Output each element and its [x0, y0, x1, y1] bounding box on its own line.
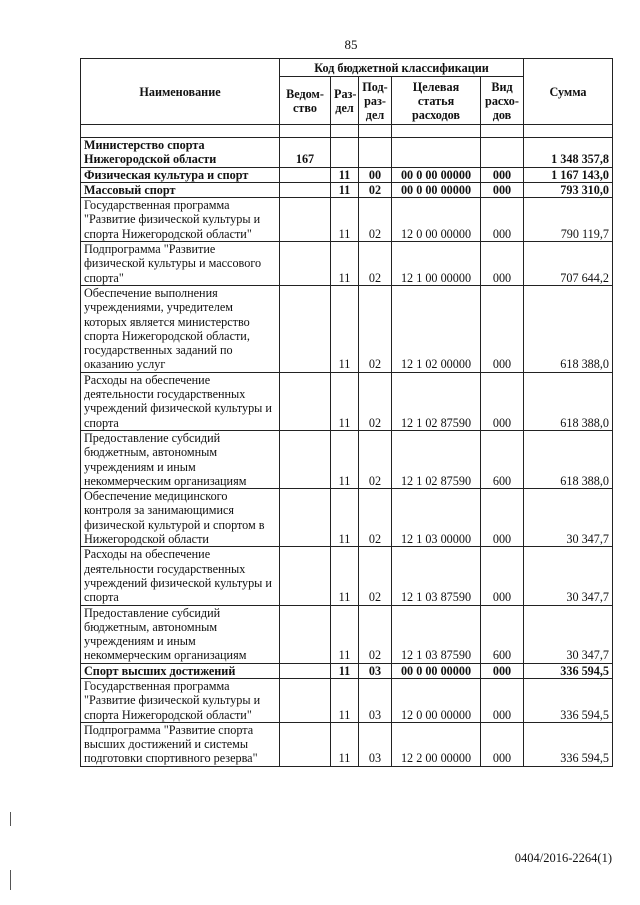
cell-target: 12 1 03 87590: [392, 547, 481, 605]
cell-sum: 1 167 143,0: [524, 167, 613, 182]
cell-vedomstvo: [280, 167, 331, 182]
cell-target: 12 0 00 00000: [392, 198, 481, 242]
cell-podrazdel: [359, 138, 392, 168]
table-row: [81, 547, 613, 605]
cell-vedomstvo: [280, 722, 331, 766]
margin-mark: [10, 812, 11, 826]
table-row: [81, 489, 613, 547]
cell-vedomstvo: [280, 242, 331, 286]
cell-target: 12 0 00 00000: [392, 678, 481, 722]
cell-vid: 000: [481, 167, 524, 182]
cell-vedomstvo: [280, 198, 331, 242]
cell-name: Обеспечение медицинского контроля за занимающимися физической культурой и спортом в Нижегородской области: [81, 489, 280, 547]
table-row: [81, 372, 613, 430]
table-row: [81, 678, 613, 722]
page-number: 85: [344, 37, 358, 52]
cell-target: 00 0 00 00000: [392, 182, 481, 197]
cell-sum: 336 594,5: [524, 663, 613, 678]
table-row: [81, 605, 613, 663]
cell-vid: 000: [481, 182, 524, 197]
cell-name: Расходы на обеспечение деятельности государственных учреждений физической культуры и спорта: [81, 547, 280, 605]
cell-vid: 000: [481, 663, 524, 678]
cell-sum: 707 644,2: [524, 242, 613, 286]
cell-razdel: 11: [331, 182, 359, 197]
cell-razdel: 11: [331, 167, 359, 182]
header-sum: Сумма: [524, 59, 613, 125]
table-row: [81, 167, 613, 182]
header-vid: Вид расхо-дов: [481, 77, 524, 125]
cell-podrazdel: 02: [359, 372, 392, 430]
table-row: [81, 138, 613, 168]
cell-name: Физическая культура и спорт: [81, 167, 280, 182]
cell-vedomstvo: [280, 489, 331, 547]
cell-target: 12 2 00 00000: [392, 722, 481, 766]
cell-podrazdel: 03: [359, 722, 392, 766]
cell-sum: 30 347,7: [524, 489, 613, 547]
cell-sum: 618 388,0: [524, 372, 613, 430]
cell-name: Расходы на обеспечение деятельности государственных учреждений физической культуры и спорта: [81, 372, 280, 430]
cell-podrazdel: 02: [359, 547, 392, 605]
cell-vedomstvo: [280, 182, 331, 197]
table-row: [81, 285, 613, 372]
cell-target: 12 1 02 87590: [392, 430, 481, 488]
cell-vid: 000: [481, 547, 524, 605]
cell-razdel: [331, 138, 359, 168]
cell-target: 12 1 03 00000: [392, 489, 481, 547]
cell-name: Спорт высших достижений: [81, 663, 280, 678]
cell-podrazdel: 02: [359, 605, 392, 663]
table-row: [81, 722, 613, 766]
cell-name: Государственная программа "Развитие физической культуры и спорта Нижегородской области": [81, 198, 280, 242]
cell-vid: 600: [481, 430, 524, 488]
cell-vedomstvo: [280, 430, 331, 488]
header-classification-group: Код бюджетной классификации: [280, 59, 524, 77]
cell-vid: 600: [481, 605, 524, 663]
cell-razdel: 11: [331, 430, 359, 488]
table-row: [81, 182, 613, 197]
cell-sum: 336 594,5: [524, 678, 613, 722]
cell-name: Государственная программа "Развитие физической культуры и спорта Нижегородской области": [81, 678, 280, 722]
cell-podrazdel: 00: [359, 167, 392, 182]
cell-sum: 618 388,0: [524, 430, 613, 488]
cell-target: 00 0 00 00000: [392, 663, 481, 678]
cell-name: Подпрограмма "Развитие физической культуры и массового спорта": [81, 242, 280, 286]
cell-vedomstvo: [280, 372, 331, 430]
cell-sum: 336 594,5: [524, 722, 613, 766]
spacer-row: [81, 125, 613, 138]
cell-vid: 000: [481, 372, 524, 430]
table-row: [81, 430, 613, 488]
header-name: Наименование: [81, 59, 280, 125]
cell-vid: 000: [481, 285, 524, 372]
header-razdel: Раз-дел: [331, 77, 359, 125]
cell-sum: 1 348 357,8: [524, 138, 613, 168]
cell-razdel: 11: [331, 547, 359, 605]
document-code: 0404/2016-2264(1): [514, 851, 612, 865]
cell-target: 12 1 02 87590: [392, 372, 481, 430]
cell-podrazdel: 02: [359, 182, 392, 197]
cell-vedomstvo: [280, 663, 331, 678]
cell-vid: 000: [481, 242, 524, 286]
cell-razdel: 11: [331, 722, 359, 766]
cell-name: Предоставление субсидий бюджетным, автономным учреждениям и иным некоммерческим организациям: [81, 430, 280, 488]
cell-target: 12 1 02 00000: [392, 285, 481, 372]
cell-name: Обеспечение выполнения учреждениями, учредителем которых является министерство спорта Нижегородской области, государственных заданий по оказанию услуг: [81, 285, 280, 372]
budget-table: [80, 58, 613, 767]
cell-sum: 30 347,7: [524, 605, 613, 663]
cell-sum: 790 119,7: [524, 198, 613, 242]
cell-name: Подпрограмма "Развитие спорта высших достижений и системы подготовки спортивного резерва": [81, 722, 280, 766]
cell-vedomstvo: 167: [280, 138, 331, 168]
cell-vid: [481, 138, 524, 168]
header-podrazdel: Под-раз-дел: [359, 77, 392, 125]
table-row: [81, 198, 613, 242]
cell-razdel: 11: [331, 663, 359, 678]
cell-vid: 000: [481, 489, 524, 547]
cell-vedomstvo: [280, 285, 331, 372]
cell-podrazdel: 02: [359, 489, 392, 547]
cell-target: 12 1 00 00000: [392, 242, 481, 286]
cell-podrazdel: 03: [359, 663, 392, 678]
cell-razdel: 11: [331, 489, 359, 547]
cell-vedomstvo: [280, 547, 331, 605]
cell-target: [392, 138, 481, 168]
cell-vid: 000: [481, 722, 524, 766]
header-vedomstvo: Ведом-ство: [280, 77, 331, 125]
cell-vedomstvo: [280, 678, 331, 722]
cell-target: 12 1 03 87590: [392, 605, 481, 663]
cell-razdel: 11: [331, 242, 359, 286]
header-target: Целевая статья расходов: [392, 77, 481, 125]
cell-name: Предоставление субсидий бюджетным, автономным учреждениям и иным некоммерческим организациям: [81, 605, 280, 663]
cell-razdel: 11: [331, 198, 359, 242]
table-row: [81, 242, 613, 286]
table-row: [81, 663, 613, 678]
cell-name: Массовый спорт: [81, 182, 280, 197]
cell-podrazdel: 02: [359, 242, 392, 286]
cell-vid: 000: [481, 198, 524, 242]
cell-target: 00 0 00 00000: [392, 167, 481, 182]
cell-sum: 618 388,0: [524, 285, 613, 372]
cell-podrazdel: 02: [359, 430, 392, 488]
cell-name: Министерство спорта Нижегородской области: [81, 138, 280, 168]
cell-podrazdel: 03: [359, 678, 392, 722]
cell-podrazdel: 02: [359, 198, 392, 242]
cell-razdel: 11: [331, 285, 359, 372]
cell-vid: 000: [481, 678, 524, 722]
cell-sum: 30 347,7: [524, 547, 613, 605]
cell-sum: 793 310,0: [524, 182, 613, 197]
cell-podrazdel: 02: [359, 285, 392, 372]
cell-razdel: 11: [331, 678, 359, 722]
margin-mark: [10, 870, 11, 890]
cell-razdel: 11: [331, 605, 359, 663]
cell-razdel: 11: [331, 372, 359, 430]
cell-vedomstvo: [280, 605, 331, 663]
